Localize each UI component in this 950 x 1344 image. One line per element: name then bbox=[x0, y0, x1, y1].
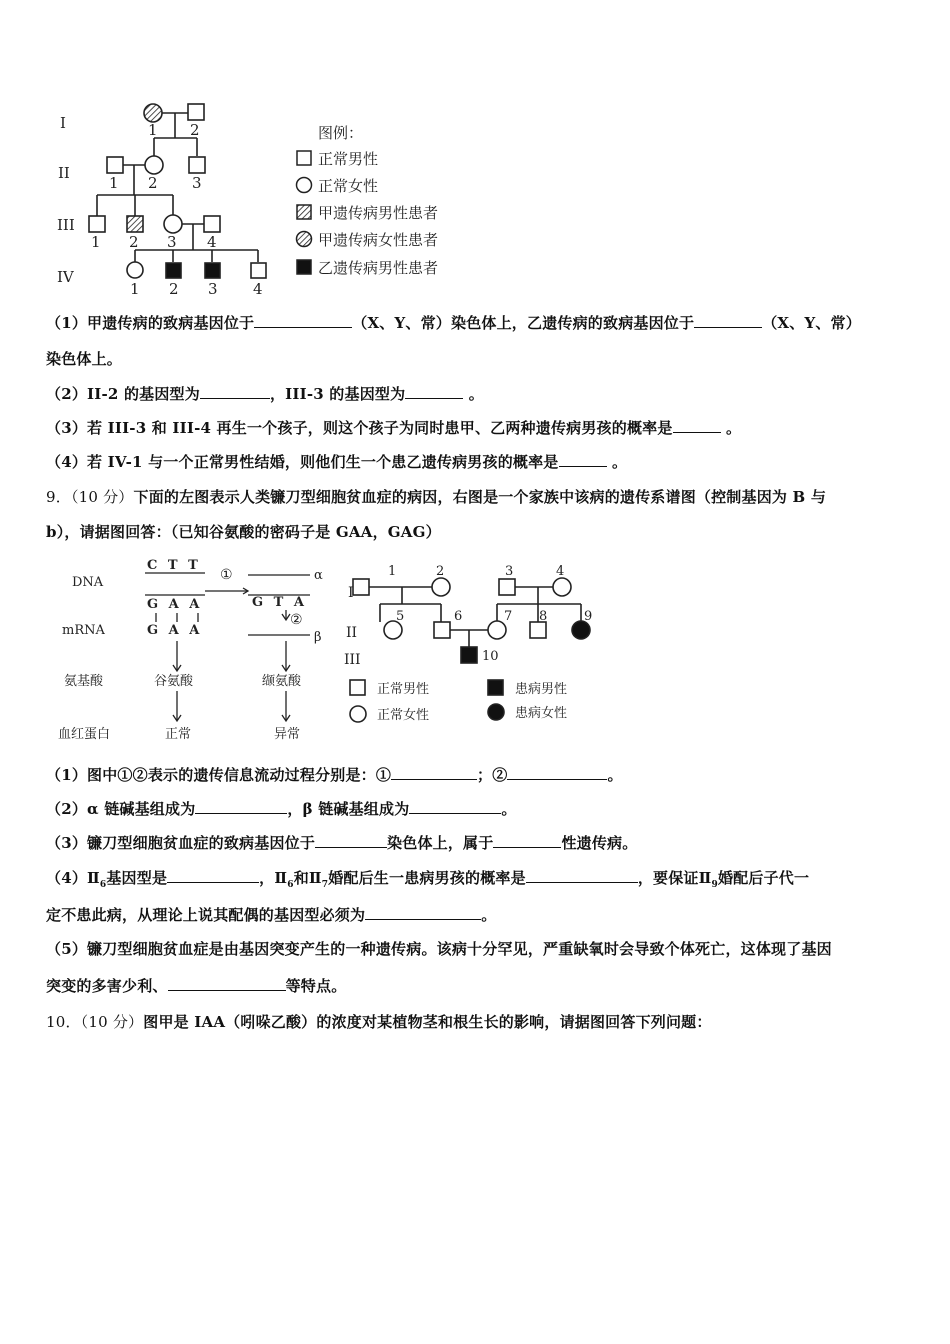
q9-line-5-cont bbox=[46, 975, 346, 996]
q9-line-3 bbox=[46, 832, 637, 853]
gen-label-2: II bbox=[58, 164, 70, 182]
q8-text: 染色体上。 bbox=[46, 350, 123, 368]
answer-blank[interactable] bbox=[365, 905, 481, 920]
ind-label: 4 bbox=[556, 564, 565, 579]
q9-text: （4）Ⅱ bbox=[46, 869, 100, 887]
alpha-label: α bbox=[314, 568, 323, 583]
legend-item: 正常女性 bbox=[318, 177, 379, 195]
legend-item: 正常男性 bbox=[377, 682, 430, 697]
question-number: 9．（10 分） bbox=[46, 488, 134, 506]
q9-line-4 bbox=[46, 867, 809, 890]
ind-label: 1 bbox=[388, 564, 397, 579]
p4-female-normal bbox=[553, 578, 571, 596]
answer-blank[interactable] bbox=[167, 868, 259, 883]
ind-label: 1 bbox=[91, 233, 101, 251]
p3-male-normal bbox=[499, 579, 515, 595]
ind-label: 1 bbox=[148, 121, 158, 139]
answer-blank[interactable] bbox=[315, 833, 387, 848]
gen4-male-2-affected-b bbox=[166, 263, 181, 278]
q9-text: （1）图中①②表示的遗传信息流动过程分别是：① bbox=[46, 766, 392, 784]
subscript: 7 bbox=[321, 880, 329, 890]
q8-text: （X、Y、常）染色体上，乙遗传病的致病基因位于 bbox=[352, 314, 695, 332]
mutant-dna-strand: G T A bbox=[252, 595, 307, 610]
pedigree-figure-1 bbox=[40, 90, 520, 305]
legend-item: 正常女性 bbox=[377, 708, 430, 723]
p8-male-normal bbox=[530, 622, 546, 638]
answer-blank[interactable] bbox=[559, 452, 607, 467]
legend-normal-female-icon bbox=[297, 178, 312, 193]
q9-line-4-cont bbox=[46, 904, 496, 925]
dna-top-strand: C T T bbox=[147, 558, 201, 573]
row-label-dna: DNA bbox=[72, 575, 104, 590]
subscript: 6 bbox=[99, 880, 107, 890]
legend-title: 图例： bbox=[318, 124, 364, 142]
legend-b-male-icon bbox=[297, 260, 311, 274]
legend-normal-male-icon bbox=[297, 151, 311, 165]
gen3-male-1 bbox=[89, 216, 105, 232]
legend-normal-male-icon bbox=[350, 680, 365, 695]
q9-text: 。 bbox=[481, 906, 497, 924]
answer-blank[interactable] bbox=[409, 799, 501, 814]
ind-label: 3 bbox=[167, 233, 177, 251]
ind-label: 2 bbox=[190, 121, 200, 139]
q9-text: 等特点。 bbox=[285, 977, 347, 995]
q9-text: 婚配后子代一 bbox=[717, 869, 810, 887]
q9-text: 。 bbox=[501, 800, 517, 818]
q9-text: 定不患此病，从理论上说其配偶的基因型必须为 bbox=[46, 906, 366, 924]
legend-affected-male-icon bbox=[488, 680, 503, 695]
answer-blank[interactable] bbox=[168, 976, 286, 991]
answer-blank[interactable] bbox=[493, 833, 561, 848]
q8-line-1-cont bbox=[46, 348, 122, 369]
p10-male-affected bbox=[461, 647, 477, 663]
q8-text: 。 bbox=[606, 453, 628, 471]
process-1-label: ① bbox=[220, 567, 233, 583]
family-pedigree-figure bbox=[340, 560, 610, 735]
amino-normal: 谷氨酸 bbox=[154, 674, 194, 689]
legend-affected-female-icon bbox=[488, 704, 504, 720]
q8-line-3 bbox=[46, 417, 741, 438]
row-label-mrna: mRNA bbox=[62, 623, 105, 638]
q10-text: 图甲是 IAA（吲哚乙酸）的浓度对某植物茎和根生长的影响，请据图回答下列问题： bbox=[143, 1013, 712, 1031]
q8-line-1 bbox=[46, 312, 861, 333]
row-label-hemoglobin: 血红蛋白 bbox=[58, 727, 111, 742]
ind-label: 3 bbox=[192, 174, 202, 192]
q9-intro bbox=[46, 486, 826, 507]
p6-male-normal bbox=[434, 622, 450, 638]
gen2-female-2 bbox=[145, 156, 163, 174]
legend-normal-female-icon bbox=[350, 706, 366, 722]
subscript: 9 bbox=[711, 880, 718, 890]
q9-text: 。 bbox=[607, 766, 623, 784]
gen-label: II bbox=[346, 625, 358, 641]
ind-label: 4 bbox=[253, 280, 263, 298]
q9-text: 基因型是 bbox=[106, 869, 168, 887]
legend-a-male-icon bbox=[297, 205, 311, 219]
amino-mutant: 缬氨酸 bbox=[262, 674, 302, 689]
ind-label: 4 bbox=[207, 233, 217, 251]
q8-text: 。 bbox=[463, 385, 484, 403]
q8-text: （X、Y、常） bbox=[762, 314, 861, 332]
q10-intro bbox=[46, 1011, 712, 1032]
ind-label: 8 bbox=[539, 609, 548, 624]
q9-text: 下面的左图表示人类镰刀型细胞贫血症的病因，右图是一个家族中该病的遗传系谱图（控制基因为 B 与 bbox=[133, 488, 827, 506]
q8-text: （4）若 IV-1 与一个正常男性结婚，则他们生一个患乙遗传病男孩的概率是 bbox=[46, 453, 559, 471]
hb-mutant: 异常 bbox=[274, 727, 301, 742]
sickle-cell-mechanism-figure bbox=[50, 555, 340, 745]
q9-text: ，要保证Ⅱ bbox=[637, 869, 712, 887]
legend-item: 正常男性 bbox=[318, 150, 379, 168]
q8-line-4 bbox=[46, 451, 627, 472]
q9-text: 突变的多害少利、 bbox=[46, 977, 168, 995]
q8-text: （3）若 III-3 和 III-4 再生一个孩子，则这个孩子为同时患甲、乙两种遗传病男孩的概率是 bbox=[46, 419, 673, 437]
q9-text: （5）镰刀型细胞贫血症是由基因突变产生的一种遗传病。该病十分罕见，严重缺氧时会导致个体死亡，这体现了基因 bbox=[46, 940, 832, 958]
answer-blank[interactable] bbox=[526, 868, 638, 883]
q9-intro-2 bbox=[46, 521, 441, 542]
gen-label-3: III bbox=[57, 216, 75, 234]
q9-text: ，Ⅱ bbox=[259, 869, 288, 887]
q9-line-1 bbox=[46, 764, 623, 785]
gen-label: I bbox=[348, 585, 354, 601]
hb-normal: 正常 bbox=[165, 727, 192, 742]
ind-label: 9 bbox=[584, 609, 593, 624]
mrna-strand: G A A bbox=[147, 623, 203, 638]
legend-item: 甲遗传病男性患者 bbox=[318, 204, 439, 222]
q9-text: 婚配后生一患病男孩的概率是 bbox=[328, 869, 526, 887]
answer-blank[interactable] bbox=[507, 765, 607, 780]
answer-blank[interactable] bbox=[195, 799, 287, 814]
p2-female-normal bbox=[432, 578, 450, 596]
q9-line-5 bbox=[46, 938, 832, 959]
q9-text: 性遗传病。 bbox=[561, 834, 638, 852]
process-2-label: ② bbox=[290, 612, 303, 628]
ind-label: 2 bbox=[169, 280, 179, 298]
legend-a-female-icon bbox=[297, 232, 312, 247]
ind-label: 6 bbox=[454, 609, 463, 624]
answer-blank[interactable] bbox=[694, 313, 762, 328]
gen-label: III bbox=[344, 652, 361, 668]
q8-line-2 bbox=[46, 383, 484, 404]
gen1-female-affected-a bbox=[144, 104, 162, 122]
q8-text: ，III-3 的基因型为 bbox=[269, 385, 406, 403]
gen4-female-1 bbox=[127, 262, 143, 278]
answer-blank[interactable] bbox=[254, 313, 352, 328]
gen2-male-1 bbox=[107, 157, 123, 173]
ind-label: 5 bbox=[396, 609, 405, 624]
gen3-female-3 bbox=[164, 215, 182, 233]
row-label-amino-acid: 氨基酸 bbox=[64, 674, 104, 689]
legend-item: 患病男性 bbox=[515, 682, 568, 697]
q9-line-2 bbox=[46, 798, 517, 819]
answer-blank[interactable] bbox=[405, 384, 463, 399]
q9-text: （3）镰刀型细胞贫血症的致病基因位于 bbox=[46, 834, 316, 852]
ind-label: 1 bbox=[109, 174, 119, 192]
ind-label: 2 bbox=[436, 564, 445, 579]
gen4-male-4 bbox=[251, 263, 266, 278]
legend-item: 甲遗传病女性患者 bbox=[318, 231, 439, 249]
ind-label: 2 bbox=[129, 233, 139, 251]
q9-text: 染色体上，属于 bbox=[387, 834, 494, 852]
gen3-male-4 bbox=[204, 216, 220, 232]
gen-label-4: IV bbox=[57, 268, 74, 286]
gen1-male-normal bbox=[188, 104, 204, 120]
ind-label: 2 bbox=[148, 174, 158, 192]
ind-label: 1 bbox=[130, 280, 140, 298]
q9-text: b），请据图回答：（已知谷氨酸的密码子是 GAA，GAG） bbox=[46, 523, 441, 541]
dna-bottom-strand: G A A bbox=[147, 597, 203, 612]
q9-text: （2）α 链碱基组成为 bbox=[46, 800, 196, 818]
gen4-male-3-affected-b bbox=[205, 263, 220, 278]
q9-text: 和Ⅱ bbox=[293, 869, 322, 887]
q8-text: （1）甲遗传病的致病基因位于 bbox=[46, 314, 255, 332]
q8-text: （2）II-2 的基因型为 bbox=[46, 385, 200, 403]
ind-label: 7 bbox=[504, 609, 513, 624]
legend-item: 患病女性 bbox=[515, 706, 568, 721]
ind-label: 3 bbox=[505, 564, 514, 579]
ind-label: 3 bbox=[208, 280, 218, 298]
answer-blank[interactable] bbox=[673, 418, 721, 433]
q9-text: ，β 链碱基组成为 bbox=[287, 800, 410, 818]
gen3-male-2-affected-a bbox=[127, 216, 143, 232]
q8-text: 。 bbox=[720, 419, 742, 437]
legend-item: 乙遗传病男性患者 bbox=[318, 259, 439, 277]
gen2-male-3 bbox=[189, 157, 205, 173]
ind-label: 10 bbox=[482, 649, 499, 664]
answer-blank[interactable] bbox=[391, 765, 477, 780]
subscript: 6 bbox=[287, 880, 294, 890]
beta-label: β bbox=[314, 630, 322, 645]
gen-label-1: I bbox=[60, 114, 66, 132]
question-number: 10．（10 分） bbox=[46, 1013, 144, 1031]
answer-blank[interactable] bbox=[200, 384, 270, 399]
p1-male-normal bbox=[353, 579, 369, 595]
q9-text: ；② bbox=[477, 766, 508, 784]
